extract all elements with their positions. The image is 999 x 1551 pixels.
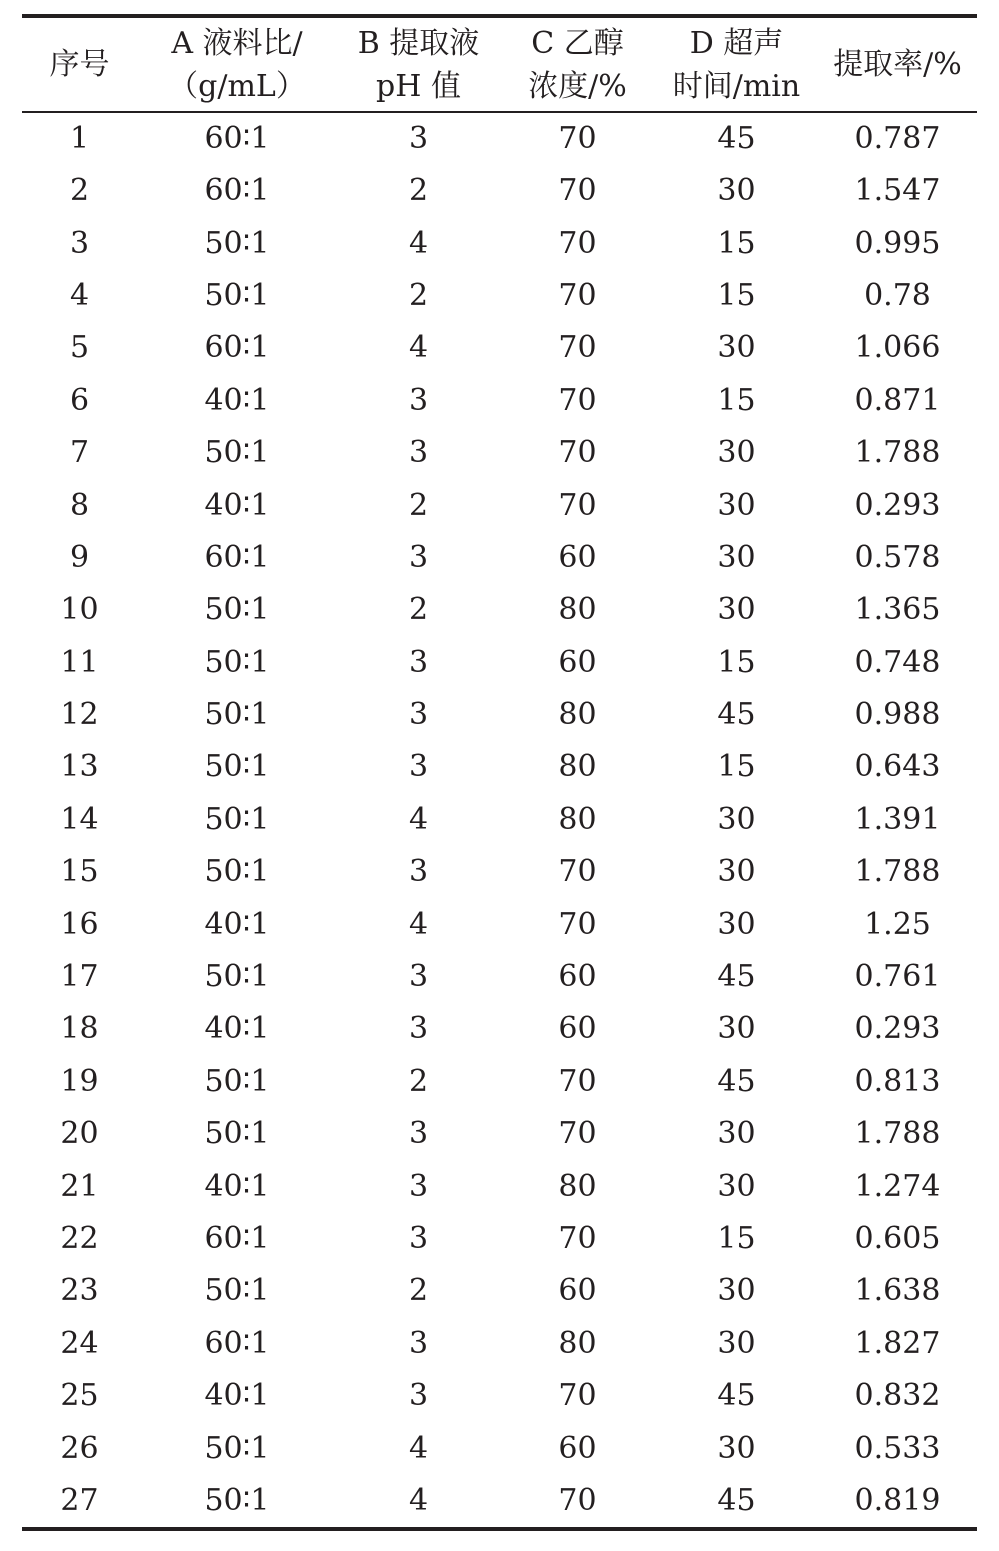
cell-ethanol: 60 [558, 539, 597, 575]
cell-ph: 4 [408, 330, 429, 366]
table-row [22, 270, 977, 322]
cell-index: 5 [69, 330, 90, 366]
cell-ethanol: 80 [558, 697, 597, 733]
table-row [22, 1422, 977, 1474]
header-ph-line-2: pH 值 [376, 68, 461, 104]
cell-ethanol: 70 [558, 1378, 597, 1414]
cell-index: 10 [60, 592, 99, 628]
cell-ultrasound: 45 [717, 1482, 756, 1518]
cell-ultrasound: 15 [717, 644, 756, 680]
cell-ultrasound: 30 [717, 592, 756, 628]
cell-liquid-ratio: 40∶1 [204, 1168, 270, 1204]
table-row [22, 1056, 977, 1108]
cell-ethanol: 70 [558, 173, 597, 209]
cell-ethanol: 70 [558, 854, 597, 890]
cell-index: 11 [60, 644, 99, 680]
cell-index: 15 [60, 854, 99, 890]
cell-yield: 0.832 [854, 1378, 941, 1414]
table-row [22, 1370, 977, 1422]
table-header [22, 16, 977, 112]
table-row [22, 375, 977, 427]
cell-index: 1 [69, 121, 90, 156]
cell-index: 20 [60, 1116, 99, 1152]
header-ultrasound-line-1: D 超声 [689, 25, 784, 61]
cell-yield: 0.293 [854, 487, 941, 523]
cell-liquid-ratio: 40∶1 [204, 1011, 270, 1047]
cell-ph: 3 [408, 644, 429, 680]
cell-index: 18 [60, 1011, 99, 1047]
header-liquid-ratio-line-2: （g/mL） [168, 68, 306, 104]
header-cell-index [22, 16, 137, 112]
header-cell-ph [337, 16, 500, 112]
cell-ethanol: 70 [558, 1116, 597, 1152]
cell-yield: 1.365 [854, 592, 941, 628]
cell-ph: 2 [408, 1063, 429, 1099]
header-cell-yield [818, 16, 977, 112]
cell-liquid-ratio: 60∶1 [204, 330, 270, 366]
cell-index: 21 [60, 1168, 99, 1204]
cell-yield: 1.25 [864, 906, 931, 942]
cell-ethanol: 80 [558, 749, 597, 785]
table-row [22, 112, 977, 165]
cell-ethanol: 70 [558, 1063, 597, 1099]
cell-liquid-ratio: 50∶1 [204, 225, 270, 261]
cell-index: 17 [60, 959, 99, 995]
cell-ph: 3 [408, 1011, 429, 1047]
cell-ethanol: 70 [558, 330, 597, 366]
cell-ethanol: 70 [558, 277, 597, 313]
cell-ultrasound: 30 [717, 1011, 756, 1047]
cell-ph: 2 [408, 592, 429, 628]
cell-ph: 2 [408, 487, 429, 523]
header-ethanol-line-2: 浓度/% [528, 68, 627, 104]
cell-ultrasound: 15 [717, 749, 756, 785]
table-row [22, 427, 977, 479]
cell-ultrasound: 15 [717, 277, 756, 313]
cell-ethanol: 60 [558, 1273, 597, 1309]
cell-liquid-ratio: 50∶1 [204, 1430, 270, 1466]
cell-ph: 4 [408, 1430, 429, 1466]
cell-ultrasound: 30 [717, 539, 756, 575]
cell-index: 16 [60, 906, 99, 942]
table-row [22, 1265, 977, 1317]
cell-ultrasound: 30 [717, 854, 756, 890]
cell-index: 23 [60, 1273, 99, 1309]
cell-index: 4 [69, 277, 90, 313]
cell-ph: 4 [408, 225, 429, 261]
cell-ultrasound: 45 [717, 1063, 756, 1099]
cell-index: 8 [69, 487, 90, 523]
table-row [22, 951, 977, 1003]
table-row [22, 322, 977, 374]
table-row [22, 637, 977, 689]
cell-ph: 3 [408, 539, 429, 575]
cell-index: 14 [60, 801, 99, 837]
cell-ultrasound: 15 [717, 1221, 756, 1256]
table-row [22, 584, 977, 636]
cell-ethanol: 70 [558, 906, 597, 942]
cell-ph: 4 [408, 1482, 429, 1518]
cell-liquid-ratio: 50∶1 [204, 277, 270, 313]
cell-yield: 1.274 [854, 1168, 941, 1204]
cell-ethanol: 70 [558, 1221, 597, 1256]
cell-liquid-ratio: 40∶1 [204, 487, 270, 523]
cell-yield: 0.643 [854, 749, 941, 785]
cell-liquid-ratio: 50∶1 [204, 749, 270, 785]
cell-liquid-ratio: 60∶1 [204, 1325, 270, 1361]
cell-liquid-ratio: 50∶1 [204, 697, 270, 733]
cell-yield: 1.066 [854, 330, 941, 366]
cell-index: 12 [60, 697, 99, 733]
cell-ethanol: 70 [558, 225, 597, 261]
experiment-table-container [22, 14, 977, 1531]
table-body [22, 112, 977, 1529]
cell-ultrasound: 30 [717, 1273, 756, 1309]
cell-liquid-ratio: 40∶1 [204, 906, 270, 942]
cell-liquid-ratio: 50∶1 [204, 644, 270, 680]
cell-index: 2 [69, 173, 90, 209]
table-row [22, 689, 977, 741]
cell-yield: 1.788 [854, 1116, 941, 1152]
cell-index: 6 [69, 382, 90, 418]
cell-ultrasound: 15 [717, 382, 756, 418]
cell-liquid-ratio: 60∶1 [204, 1221, 270, 1256]
cell-liquid-ratio: 50∶1 [204, 1116, 270, 1152]
cell-ethanol: 70 [558, 382, 597, 418]
cell-ultrasound: 30 [717, 1430, 756, 1466]
cell-ph: 2 [408, 173, 429, 209]
table-row [22, 1160, 977, 1212]
cell-ph: 3 [408, 1325, 429, 1361]
table-row [22, 1213, 977, 1265]
table-row [22, 1108, 977, 1160]
cell-ultrasound: 30 [717, 330, 756, 366]
cell-ph: 3 [408, 121, 429, 156]
cell-ethanol: 80 [558, 1168, 597, 1204]
cell-ethanol: 60 [558, 1430, 597, 1466]
cell-ph: 3 [408, 382, 429, 418]
table-row [22, 794, 977, 846]
cell-yield: 0.78 [864, 277, 931, 313]
cell-ultrasound: 30 [717, 435, 756, 471]
cell-yield: 0.988 [854, 697, 941, 733]
cell-ph: 3 [408, 1168, 429, 1204]
table-row [22, 846, 977, 898]
cell-ultrasound: 45 [717, 959, 756, 995]
cell-ultrasound: 30 [717, 487, 756, 523]
cell-liquid-ratio: 50∶1 [204, 801, 270, 837]
cell-liquid-ratio: 50∶1 [204, 592, 270, 628]
cell-index: 26 [60, 1430, 99, 1466]
cell-ultrasound: 15 [717, 225, 756, 261]
header-ultrasound-line-2: 时间/min [672, 68, 801, 104]
cell-index: 22 [60, 1221, 99, 1256]
cell-yield: 0.995 [854, 225, 941, 261]
cell-index: 7 [69, 435, 90, 471]
cell-yield: 0.819 [854, 1482, 941, 1518]
header-ethanol-line-1: C 乙醇 [531, 25, 624, 61]
cell-ultrasound: 30 [717, 1116, 756, 1152]
cell-ph: 4 [408, 906, 429, 942]
cell-index: 3 [69, 225, 90, 261]
cell-ultrasound: 45 [717, 697, 756, 733]
cell-ultrasound: 30 [717, 1325, 756, 1361]
cell-ethanol: 70 [558, 435, 597, 471]
cell-yield: 0.605 [854, 1221, 941, 1256]
table-row [22, 217, 977, 269]
cell-ph: 3 [408, 1378, 429, 1414]
cell-liquid-ratio: 50∶1 [204, 435, 270, 471]
header-cell-liquid-ratio [137, 16, 337, 112]
cell-index: 25 [60, 1378, 99, 1414]
header-ph-line-1: B 提取液 [357, 25, 480, 61]
cell-liquid-ratio: 60∶1 [204, 121, 270, 156]
cell-index: 24 [60, 1325, 99, 1361]
table-row [22, 479, 977, 531]
cell-ph: 3 [408, 697, 429, 733]
cell-ethanol: 70 [558, 487, 597, 523]
cell-yield: 1.788 [854, 435, 941, 471]
cell-ph: 3 [408, 1221, 429, 1256]
cell-ultrasound: 30 [717, 173, 756, 209]
cell-yield: 0.533 [854, 1430, 941, 1466]
cell-ph: 3 [408, 749, 429, 785]
table-row [22, 532, 977, 584]
table-row [22, 1003, 977, 1055]
cell-ultrasound: 30 [717, 1168, 756, 1204]
cell-index: 19 [60, 1063, 99, 1099]
cell-yield: 0.578 [854, 539, 941, 575]
cell-yield: 0.761 [854, 959, 941, 995]
cell-yield: 0.787 [854, 121, 941, 156]
cell-yield: 1.391 [854, 801, 941, 837]
cell-index: 9 [69, 539, 90, 575]
cell-yield: 0.813 [854, 1063, 941, 1099]
cell-ph: 3 [408, 959, 429, 995]
cell-index: 27 [60, 1482, 99, 1518]
cell-ultrasound: 30 [717, 801, 756, 837]
cell-liquid-ratio: 60∶1 [204, 539, 270, 575]
cell-liquid-ratio: 60∶1 [204, 173, 270, 209]
cell-ethanol: 80 [558, 1325, 597, 1361]
cell-ultrasound: 45 [717, 121, 756, 156]
cell-ph: 3 [408, 435, 429, 471]
header-cell-ethanol [500, 16, 655, 112]
header-liquid-ratio-line-1: A 液料比/ [171, 25, 303, 61]
cell-ethanol: 80 [558, 592, 597, 628]
cell-ultrasound: 45 [717, 1378, 756, 1414]
table-row [22, 1318, 977, 1370]
cell-ph: 3 [408, 1116, 429, 1152]
cell-liquid-ratio: 50∶1 [204, 854, 270, 890]
cell-yield: 0.748 [854, 644, 941, 680]
cell-yield: 1.788 [854, 854, 941, 890]
header-cell-ultrasound [655, 16, 818, 112]
cell-liquid-ratio: 50∶1 [204, 959, 270, 995]
experiment-results-table [22, 14, 977, 1531]
cell-ethanol: 70 [558, 121, 597, 156]
cell-ethanol: 60 [558, 644, 597, 680]
table-row [22, 165, 977, 217]
cell-ph: 3 [408, 854, 429, 890]
cell-yield: 1.547 [854, 173, 941, 209]
cell-liquid-ratio: 40∶1 [204, 382, 270, 418]
cell-ethanol: 60 [558, 1011, 597, 1047]
header-yield-line-1: 提取率/% [833, 47, 962, 82]
cell-ethanol: 70 [558, 1482, 597, 1518]
table-row [22, 741, 977, 793]
cell-liquid-ratio: 50∶1 [204, 1063, 270, 1099]
header-index-line-1: 序号 [49, 47, 110, 82]
cell-index: 13 [60, 749, 99, 785]
cell-yield: 0.871 [854, 382, 941, 418]
cell-liquid-ratio: 50∶1 [204, 1482, 270, 1518]
cell-ph: 4 [408, 801, 429, 837]
cell-ph: 2 [408, 277, 429, 313]
cell-yield: 1.638 [854, 1273, 941, 1309]
cell-yield: 1.827 [854, 1325, 941, 1361]
table-row [22, 898, 977, 950]
cell-ph: 2 [408, 1273, 429, 1309]
cell-ethanol: 80 [558, 801, 597, 837]
cell-ultrasound: 30 [717, 906, 756, 942]
cell-yield: 0.293 [854, 1011, 941, 1047]
cell-liquid-ratio: 50∶1 [204, 1273, 270, 1309]
cell-liquid-ratio: 40∶1 [204, 1378, 270, 1414]
header-row [22, 16, 977, 112]
cell-ethanol: 60 [558, 959, 597, 995]
table-row [22, 1475, 977, 1529]
